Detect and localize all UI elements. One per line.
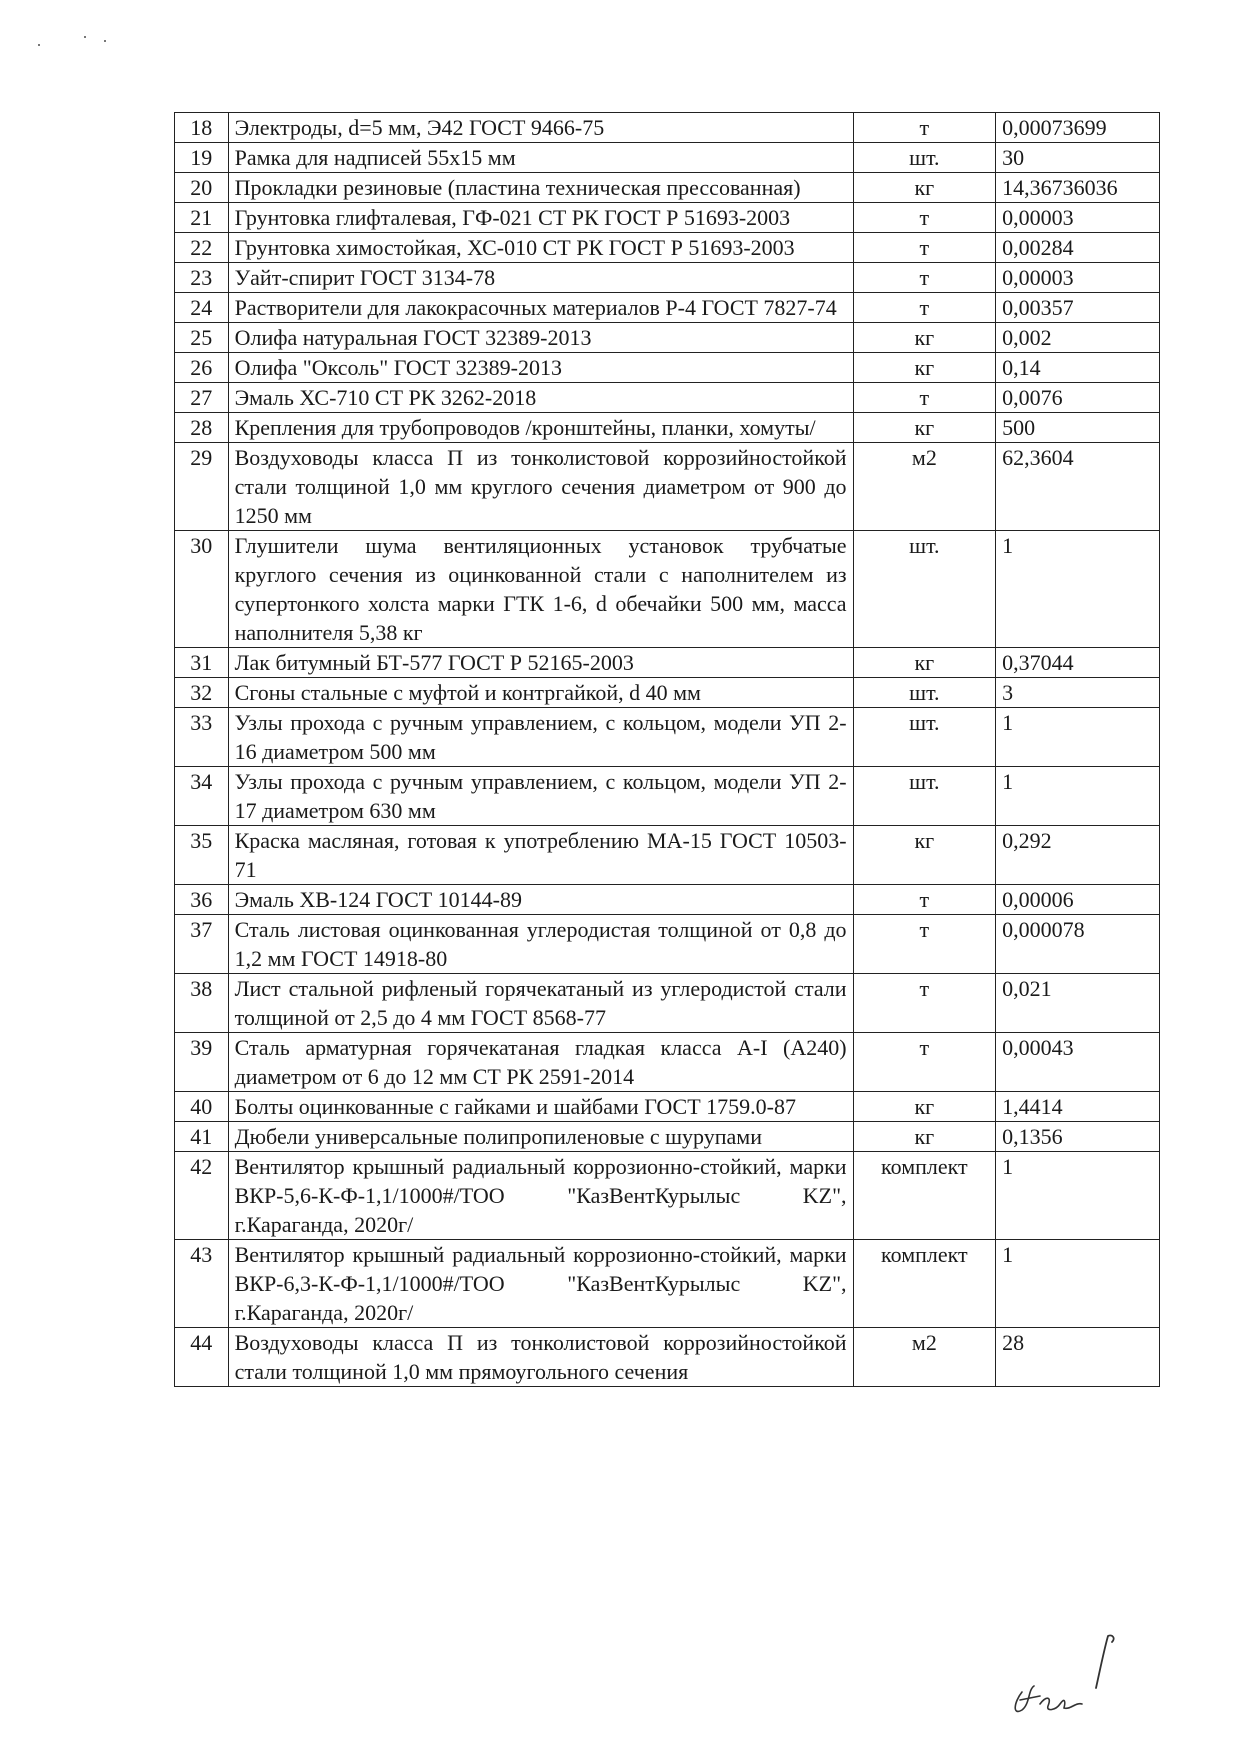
item-unit: м2 <box>853 1328 996 1387</box>
table-row <box>175 1240 1160 1328</box>
table-row <box>175 915 1160 974</box>
item-name: Грунтовка химостойкая, ХС-010 СТ РК ГОСТ Р 51693-2003 <box>228 233 853 263</box>
item-name: Уайт-спирит ГОСТ 3134-78 <box>228 263 853 293</box>
table-row <box>175 826 1160 885</box>
item-unit: кг <box>853 1122 996 1152</box>
item-unit: кг <box>853 1092 996 1122</box>
item-name: Лак битумный БТ-577 ГОСТ Р 52165-2003 <box>228 648 853 678</box>
item-name: Краска масляная, готовая к употреблению МА-15 ГОСТ 10503-71 <box>228 826 853 885</box>
item-unit: шт. <box>853 708 996 767</box>
table-row <box>175 323 1160 353</box>
table-row <box>175 678 1160 708</box>
row-number: 43 <box>175 1240 229 1328</box>
item-quantity: 0,00073699 <box>996 113 1160 143</box>
item-unit: кг <box>853 173 996 203</box>
item-quantity: 28 <box>996 1328 1160 1387</box>
item-unit: шт. <box>853 143 996 173</box>
row-number: 34 <box>175 767 229 826</box>
row-number: 37 <box>175 915 229 974</box>
item-name: Рамка для надписей 55x15 мм <box>228 143 853 173</box>
item-unit: комплект <box>853 1240 996 1328</box>
item-quantity: 0,1356 <box>996 1122 1160 1152</box>
item-quantity: 0,00003 <box>996 263 1160 293</box>
scan-artifact <box>38 44 40 46</box>
row-number: 23 <box>175 263 229 293</box>
item-name: Олифа натуральная ГОСТ 32389-2013 <box>228 323 853 353</box>
row-number: 29 <box>175 443 229 531</box>
table-row <box>175 648 1160 678</box>
item-name: Электроды, d=5 мм, Э42 ГОСТ 9466-75 <box>228 113 853 143</box>
item-quantity: 500 <box>996 413 1160 443</box>
table-row <box>175 531 1160 648</box>
item-name: Узлы прохода с ручным управлением, с кольцом, модели УП 2-17 диаметром 630 мм <box>228 767 853 826</box>
item-unit: кг <box>853 323 996 353</box>
table-row <box>175 767 1160 826</box>
item-unit: т <box>853 1033 996 1092</box>
row-number: 33 <box>175 708 229 767</box>
row-number: 39 <box>175 1033 229 1092</box>
item-quantity: 0,002 <box>996 323 1160 353</box>
item-name: Лист стальной рифленый горячекатаный из углеродистой стали толщиной от 2,5 до 4 мм ГОСТ 8568-77 <box>228 974 853 1033</box>
item-unit: т <box>853 885 996 915</box>
item-unit: шт. <box>853 767 996 826</box>
item-quantity: 1 <box>996 767 1160 826</box>
item-quantity: 0,292 <box>996 826 1160 885</box>
item-unit: т <box>853 293 996 323</box>
table-row <box>175 143 1160 173</box>
row-number: 18 <box>175 113 229 143</box>
item-name: Олифа "Оксоль" ГОСТ 32389-2013 <box>228 353 853 383</box>
item-unit: т <box>853 233 996 263</box>
row-number: 36 <box>175 885 229 915</box>
item-name: Эмаль ХС-710 СТ РК 3262-2018 <box>228 383 853 413</box>
item-name: Грунтовка глифталевая, ГФ-021 СТ РК ГОСТ Р 51693-2003 <box>228 203 853 233</box>
table-row <box>175 443 1160 531</box>
item-quantity: 1 <box>996 708 1160 767</box>
item-name: Дюбели универсальные полипропиленовые с шурупами <box>228 1122 853 1152</box>
table-row <box>175 113 1160 143</box>
row-number: 40 <box>175 1092 229 1122</box>
item-quantity: 1 <box>996 1240 1160 1328</box>
item-name: Сталь листовая оцинкованная углеродистая толщиной от 0,8 до 1,2 мм ГОСТ 14918-80 <box>228 915 853 974</box>
scan-artifact <box>84 36 86 38</box>
item-unit: м2 <box>853 443 996 531</box>
item-quantity: 3 <box>996 678 1160 708</box>
item-quantity: 0,37044 <box>996 648 1160 678</box>
item-unit: т <box>853 263 996 293</box>
table-row <box>175 1033 1160 1092</box>
item-name: Глушители шума вентиляционных установок трубчатые круглого сечения из оцинкованной стали с наполнителем из супертонкого холста марки ГТК 1-6, d обечайки 500 мм, масса наполнителя 5,38 кг <box>228 531 853 648</box>
item-unit: т <box>853 383 996 413</box>
item-name: Вентилятор крышный радиальный коррозионно-стойкий, марки ВКР-5,6-К-Ф-1,1/1000#/ТОО "КазВентКурылыс KZ", г.Караганда, 2020г/ <box>228 1152 853 1240</box>
row-number: 25 <box>175 323 229 353</box>
item-name: Сталь арматурная горячекатаная гладкая класса А-I (А240) диаметром от 6 до 12 мм СТ РК 2591-2014 <box>228 1033 853 1092</box>
item-quantity: 0,000078 <box>996 915 1160 974</box>
item-quantity: 62,3604 <box>996 443 1160 531</box>
table-row <box>175 1152 1160 1240</box>
item-name: Воздуховоды класса П из тонколистовой коррозийностойкой стали толщиной 1,0 мм круглого сечения диаметром от 900 до 1250 мм <box>228 443 853 531</box>
item-unit: т <box>853 915 996 974</box>
item-unit: кг <box>853 353 996 383</box>
table-row <box>175 263 1160 293</box>
row-number: 38 <box>175 974 229 1033</box>
table-row <box>175 233 1160 263</box>
item-quantity: 1 <box>996 531 1160 648</box>
item-quantity: 0,021 <box>996 974 1160 1033</box>
row-number: 27 <box>175 383 229 413</box>
handwritten-signature <box>1000 1630 1140 1720</box>
materials-table-body <box>175 113 1160 1387</box>
scan-artifact <box>104 40 106 42</box>
item-quantity: 0,0076 <box>996 383 1160 413</box>
item-name: Прокладки резиновые (пластина техническая прессованная) <box>228 173 853 203</box>
table-row <box>175 1092 1160 1122</box>
table-row <box>175 383 1160 413</box>
item-quantity: 14,36736036 <box>996 173 1160 203</box>
item-unit: т <box>853 113 996 143</box>
item-quantity: 0,00043 <box>996 1033 1160 1092</box>
item-quantity: 1 <box>996 1152 1160 1240</box>
table-row <box>175 885 1160 915</box>
item-unit: кг <box>853 413 996 443</box>
item-name: Растворители для лакокрасочных материалов Р-4 ГОСТ 7827-74 <box>228 293 853 323</box>
item-unit: кг <box>853 648 996 678</box>
item-quantity: 0,00006 <box>996 885 1160 915</box>
row-number: 41 <box>175 1122 229 1152</box>
item-name: Крепления для трубопроводов /кронштейны, планки, хомуты/ <box>228 413 853 443</box>
item-quantity: 0,14 <box>996 353 1160 383</box>
item-name: Болты оцинкованные с гайками и шайбами ГОСТ 1759.0-87 <box>228 1092 853 1122</box>
item-unit: комплект <box>853 1152 996 1240</box>
item-quantity: 0,00284 <box>996 233 1160 263</box>
table-row <box>175 974 1160 1033</box>
item-name: Сгоны стальные с муфтой и контргайкой, d 40 мм <box>228 678 853 708</box>
item-quantity: 0,00357 <box>996 293 1160 323</box>
table-row <box>175 708 1160 767</box>
table-row <box>175 1328 1160 1387</box>
row-number: 21 <box>175 203 229 233</box>
table-row <box>175 353 1160 383</box>
row-number: 24 <box>175 293 229 323</box>
materials-table <box>174 112 1160 1387</box>
item-unit: кг <box>853 826 996 885</box>
item-unit: шт. <box>853 531 996 648</box>
table-row <box>175 1122 1160 1152</box>
row-number: 44 <box>175 1328 229 1387</box>
table-row <box>175 293 1160 323</box>
row-number: 31 <box>175 648 229 678</box>
item-unit: т <box>853 974 996 1033</box>
row-number: 32 <box>175 678 229 708</box>
item-name: Узлы прохода с ручным управлением, с кольцом, модели УП 2-16 диаметром 500 мм <box>228 708 853 767</box>
item-name: Воздуховоды класса П из тонколистовой коррозийностойкой стали толщиной 1,0 мм прямоугольного сечения <box>228 1328 853 1387</box>
item-quantity: 30 <box>996 143 1160 173</box>
row-number: 19 <box>175 143 229 173</box>
item-unit: шт. <box>853 678 996 708</box>
table-row <box>175 413 1160 443</box>
row-number: 35 <box>175 826 229 885</box>
table-row <box>175 203 1160 233</box>
row-number: 30 <box>175 531 229 648</box>
item-unit: т <box>853 203 996 233</box>
row-number: 26 <box>175 353 229 383</box>
row-number: 42 <box>175 1152 229 1240</box>
row-number: 28 <box>175 413 229 443</box>
item-quantity: 0,00003 <box>996 203 1160 233</box>
table-row <box>175 173 1160 203</box>
row-number: 20 <box>175 173 229 203</box>
item-quantity: 1,4414 <box>996 1092 1160 1122</box>
item-name: Эмаль ХВ-124 ГОСТ 10144-89 <box>228 885 853 915</box>
row-number: 22 <box>175 233 229 263</box>
item-name: Вентилятор крышный радиальный коррозионно-стойкий, марки ВКР-6,3-К-Ф-1,1/1000#/ТОО "КазВентКурылыс KZ", г.Караганда, 2020г/ <box>228 1240 853 1328</box>
